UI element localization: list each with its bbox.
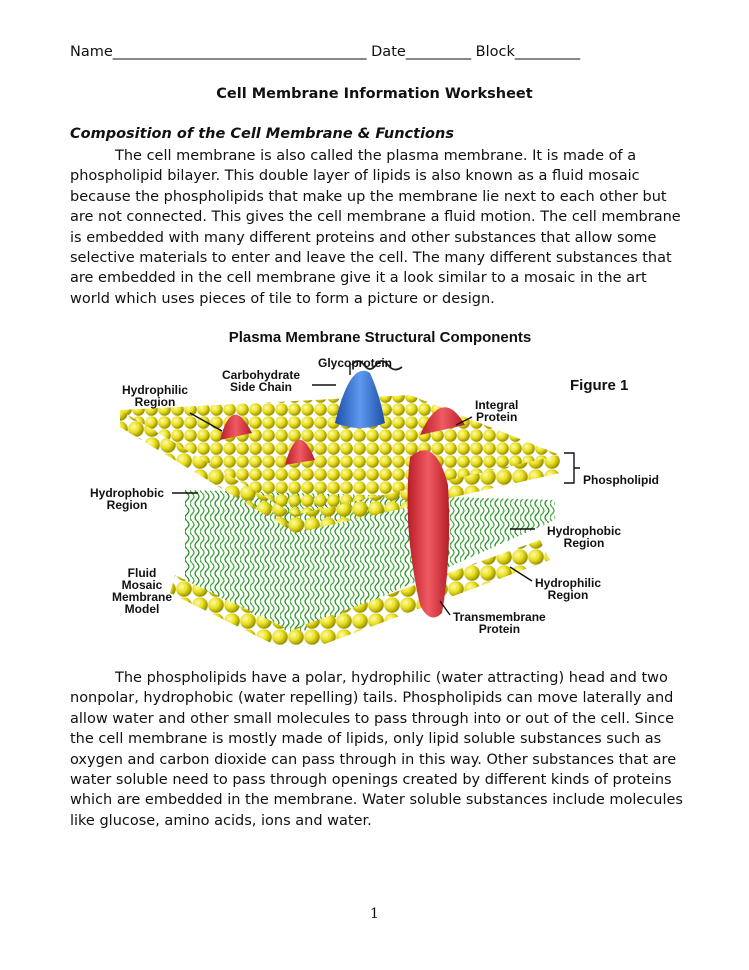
section-heading: Composition of the Cell Membrane & Functions	[70, 126, 454, 142]
paragraph-composition	[70, 146, 686, 309]
block-label: Block	[475, 44, 515, 60]
label-hydrophilic-region-bottom: Hydrophilic Region	[535, 576, 602, 602]
label-hydrophobic-region-right: Hydrophobic Region	[547, 524, 621, 550]
paragraph-phospholipids	[70, 668, 686, 831]
page-number: 1	[370, 906, 379, 922]
label-hydrophobic-region-left: Hydrophobic Region	[90, 486, 164, 512]
glycoprotein-shape	[335, 371, 385, 428]
membrane-figure	[80, 325, 680, 645]
figure-number: Figure 1	[570, 377, 629, 394]
page-title: Cell Membrane Information Worksheet	[216, 86, 533, 102]
block-blank: _________	[514, 44, 581, 60]
name-blank: ___________________________________	[112, 44, 367, 60]
name-label: Name	[70, 44, 113, 60]
phospholipid-bracket	[564, 453, 580, 483]
figure-title: Plasma Membrane Structural Components	[228, 329, 532, 346]
label-carbohydrate-side-chain: Carbohydrate Side Chain	[222, 368, 301, 394]
label-fluid-mosaic-model: Fluid Mosaic Membrane Model	[112, 566, 173, 616]
date-blank: _________	[405, 44, 472, 60]
paragraph-text: The cell membrane is also called the plasma membrane. It is made of a phospholipid bilayer. This double layer of lipids is also known as a fluid mosaic because the phospholipids that make up the membrane lie next to each other but are not connected. This gives the cell membrane a fluid motion. The cell membrane is embedded with many different proteins and other substances that allow some selective materials to enter and leave the cell. The many different substances that are embedded in the cell membrane give it a look similar to a mosaic in the art world which uses pieces of tile to form a picture or design.	[70, 148, 681, 307]
date-label: Date	[371, 44, 406, 60]
label-glycoprotein: Glycoprotein	[318, 356, 393, 370]
label-hydrophilic-region-top: Hydrophilic Region	[122, 383, 189, 409]
label-phospholipid: Phospholipid	[583, 473, 659, 487]
student-info-line	[70, 44, 686, 60]
label-integral-protein: Integral Protein	[475, 398, 519, 424]
label-transmembrane-protein: Transmembrane Protein	[453, 610, 546, 636]
paragraph-text: The phospholipids have a polar, hydrophilic (water attracting) head and two nonpolar, hydrophobic (water repelling) tails. Phospholipids can move laterally and allow water and other small molecules to pass through into or out of the cell. Since the cell membrane is mostly made of lipids, only lipid soluble substances such as oxygen and carbon dioxide can pass through in this way. Other substances that are water soluble need to pass through openings created by different kinds of proteins which are embedded in the membrane. Water soluble substances include molecules like glucose, amino acids, ions and water.	[70, 670, 683, 829]
